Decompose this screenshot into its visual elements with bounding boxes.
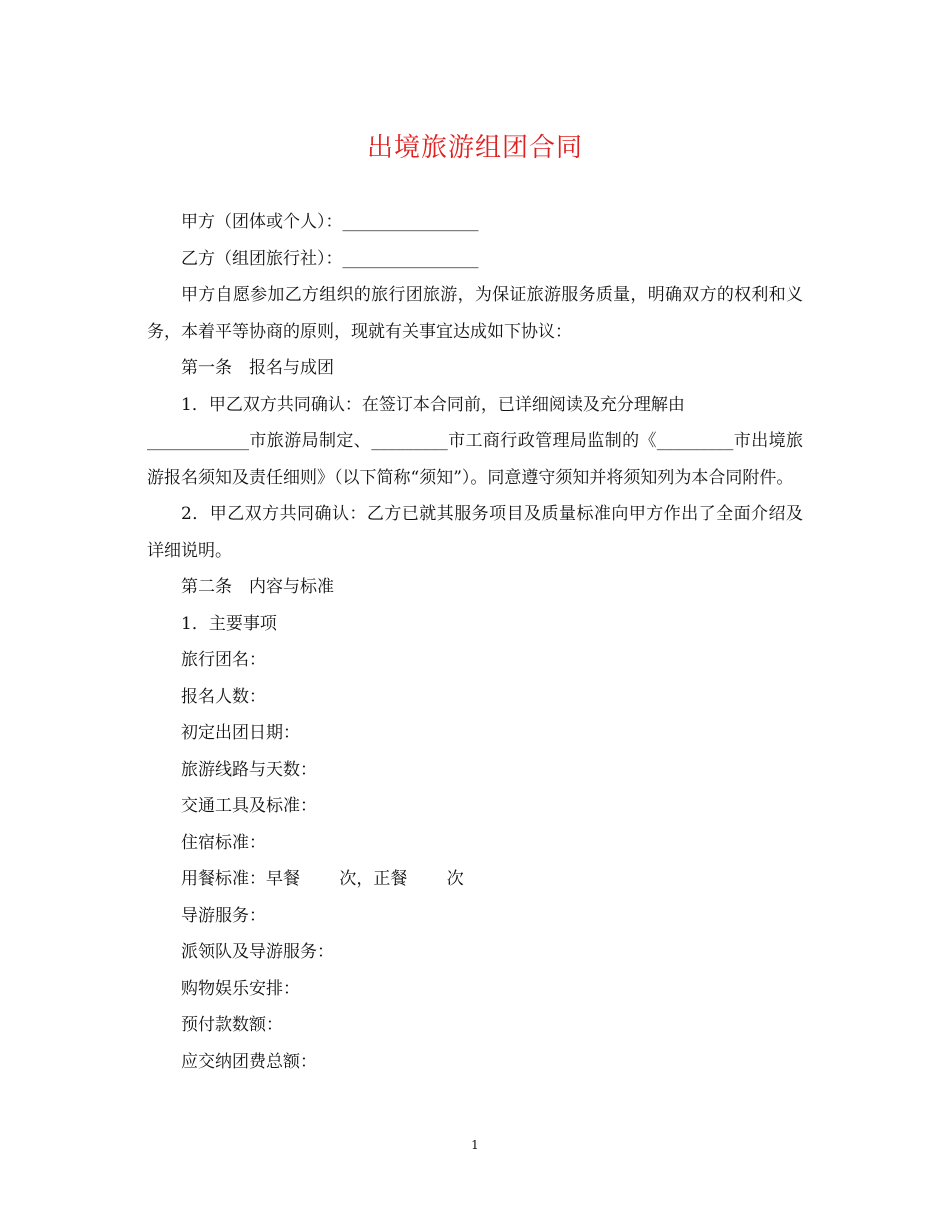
document-body <box>147 204 803 1080</box>
shopping-line: 购物娱乐安排： <box>181 978 300 999</box>
preamble-paragraph: 甲方自愿参加乙方组织的旅行团旅游，为保证旅游服务质量，明确双方的权利和义务，本着平等协商的原则，现就有关事宜达成如下协议： <box>147 285 803 342</box>
deposit-line: 预付款数额： <box>181 1015 283 1035</box>
article-1-clause-2: 2．甲乙双方共同确认：乙方已就其服务项目及质量标准向甲方作出了全面介绍及详细说明。 <box>147 504 803 561</box>
route-days-line: 旅游线路与天数： <box>181 759 317 780</box>
headcount-line: 报名人数： <box>181 686 266 707</box>
tour-leader-line: 派领队及导游服务： <box>181 942 334 962</box>
party-a-line: 甲方（团体或个人）：________________ <box>181 212 479 232</box>
total-fee-line: 应交纳团费总额： <box>181 1051 317 1072</box>
accommodation-line: 住宿标准： <box>181 832 266 853</box>
article-2-heading: 第二条 内容与标准 <box>181 577 334 597</box>
article-1-clause-1: 1．甲乙双方共同确认：在签订本合同前，已详细阅读及充分理解由 <box>181 394 685 415</box>
main-items-heading: 1．主要事项 <box>181 613 277 634</box>
article-1-heading: 第一条 报名与成团 <box>181 358 334 378</box>
tour-group-name-line: 旅行团名： <box>181 650 266 670</box>
meal-standard-line: 用餐标准：早餐 次，正餐 次 <box>181 869 464 889</box>
departure-date-line: 初定出团日期： <box>181 723 300 743</box>
guide-service-line: 导游服务： <box>181 905 266 926</box>
document-title: 出境旅游组团合同 <box>366 133 583 163</box>
article-1-clause-1-continued: ____________市旅游局制定、_________市工商行政管理局监制的《_________市出境旅游报名须知及责任细则》（以下简称“须知”）。同意遵守须知并将须知列为本合同附件。 <box>147 431 803 488</box>
party-b-line: 乙方（组团旅行社）：________________ <box>181 248 479 269</box>
transport-line: 交通工具及标准： <box>181 796 317 816</box>
page-number: 1 <box>471 1138 479 1152</box>
